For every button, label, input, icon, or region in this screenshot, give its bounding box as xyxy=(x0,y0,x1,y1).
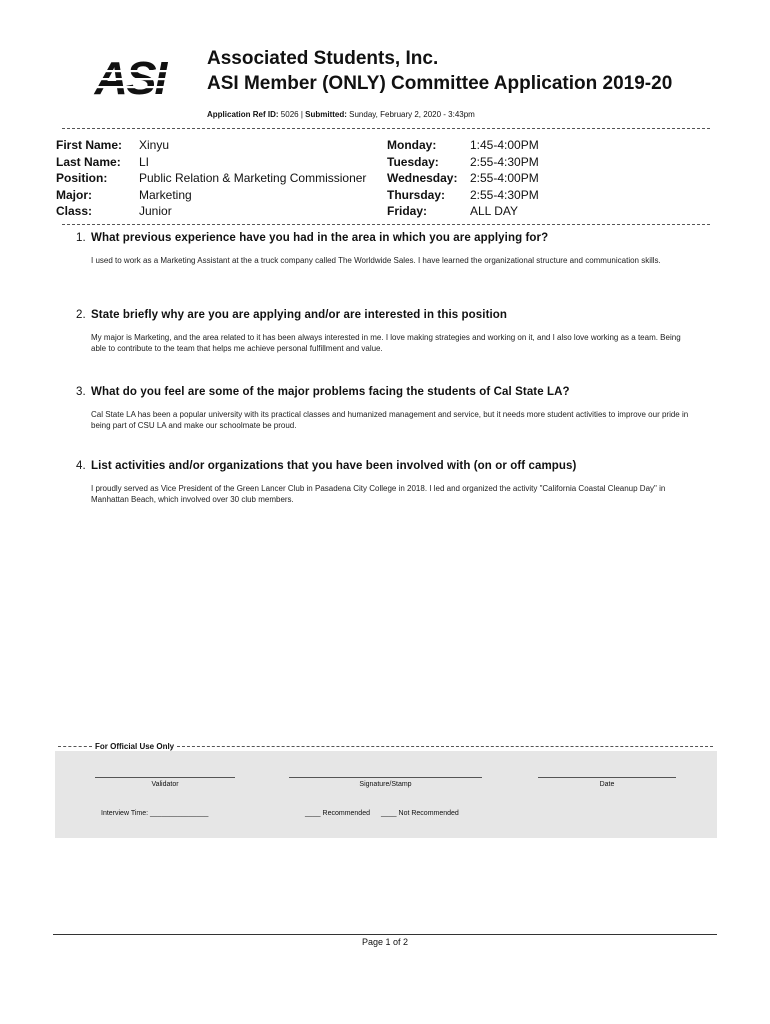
availability-times xyxy=(470,137,539,220)
submitted-label: Submitted: xyxy=(305,110,347,119)
org-name: Associated Students, Inc. xyxy=(207,48,439,69)
signature-label: Signature/Stamp xyxy=(359,781,412,788)
official-use-label: For Official Use Only xyxy=(95,741,175,751)
question-2-number: 2. xyxy=(76,309,86,321)
class-value: Junior xyxy=(139,204,172,218)
ref-id-label: Application Ref ID: xyxy=(207,110,279,119)
first-name-label: First Name: xyxy=(56,138,123,152)
footer-rule xyxy=(53,934,717,935)
question-1-answer: I used to work as a Marketing Assistant at the a truck company called The Worldwide Sales. I have learned the organizational structure and communication skills. xyxy=(91,256,661,265)
validator-label: Validator xyxy=(151,781,179,788)
validator-line xyxy=(95,777,235,778)
question-1-number: 1. xyxy=(76,232,86,244)
question-3-number: 3. xyxy=(76,386,86,398)
question-4-number: 4. xyxy=(76,460,86,472)
submitted-value: Sunday, February 2, 2020 - 3:43pm xyxy=(349,110,475,119)
signature-line xyxy=(289,777,482,778)
question-3-answer: Cal State LA has been a popular university with its practical classes and humanized management and service, but it needs more student activities to improve our pride in being part of CSU LA and make our schoolmate be proud. xyxy=(91,410,689,430)
monday-label: Monday: xyxy=(387,138,437,152)
date-label: Date xyxy=(599,781,615,788)
question-3-text: What do you feel are some of the major problems facing the students of Cal State LA? xyxy=(91,386,570,398)
asi-logo xyxy=(82,56,178,100)
position-label: Position: xyxy=(56,171,108,185)
not-recommended-option: ____ Not Recommended xyxy=(381,810,459,817)
class-label: Class: xyxy=(56,204,93,218)
first-name-value: Xinyu xyxy=(139,138,170,152)
applicant-values xyxy=(139,137,366,220)
question-4-title xyxy=(76,460,696,472)
wednesday-time: 2:55-4:00PM xyxy=(470,171,539,185)
question-block-4 xyxy=(76,460,696,505)
official-use-box xyxy=(55,751,717,838)
application-ref-line: Application Ref ID: 5026 | Submitted: Sunday, February 2, 2020 - 3:43pm xyxy=(207,110,475,119)
thursday-time: 2:55-4:30PM xyxy=(470,187,539,202)
recommended-option: ____ Recommended xyxy=(305,810,370,817)
question-3-title xyxy=(76,386,696,398)
question-block-1 xyxy=(76,232,696,266)
date-line xyxy=(538,777,676,778)
question-2-answer: My major is Marketing, and the area related to it has been always interested in me. I love making strategies and working on it, and I also love working as a team. Being able to contribute to the team that helps me achieve personal fulfillment and value. xyxy=(91,333,681,353)
question-4-answer: I proudly served as Vice President of the Green Lancer Club in Pasadena City College in 2018. I led and organized the activity "California Coastal Cleanup Day" in Manhattan Beach, which involved over 30 club members. xyxy=(91,484,666,504)
thursday-label: Thursday: xyxy=(387,187,446,202)
major-label: Major: xyxy=(56,187,92,202)
question-block-3 xyxy=(76,386,696,431)
divider-middle xyxy=(62,224,710,225)
friday-label: Friday: xyxy=(387,204,428,218)
last-name-label: Last Name: xyxy=(56,154,121,169)
question-2-text: State briefly why are you are applying and/or are interested in this position xyxy=(91,309,508,321)
monday-time: 1:45-4:00PM xyxy=(470,138,539,152)
question-1-title xyxy=(76,232,696,244)
friday-time: ALL DAY xyxy=(470,204,519,218)
divider-top xyxy=(62,128,710,129)
tuesday-label: Tuesday: xyxy=(387,154,439,169)
availability-days xyxy=(387,137,457,220)
interview-time: Interview Time: _______________ xyxy=(101,810,209,817)
question-4-text: List activities and/or organizations that you have been involved with (on or off campus) xyxy=(91,460,577,472)
form-title: ASI Member (ONLY) Committee Application 2019-20 xyxy=(207,73,673,94)
question-2-title xyxy=(76,309,696,321)
page-number: Page 1 of 2 xyxy=(361,937,409,947)
wednesday-label: Wednesday: xyxy=(387,171,458,185)
position-value: Public Relation & Marketing Commissioner xyxy=(139,171,367,185)
question-block-2 xyxy=(76,309,696,354)
ref-id-value: 5026 xyxy=(280,110,299,119)
last-name-value: LI xyxy=(139,154,150,169)
question-1-text: What previous experience have you had in the area in which you are applying for? xyxy=(91,232,549,244)
major-value: Marketing xyxy=(139,187,192,202)
applicant-labels xyxy=(56,137,122,220)
tuesday-time: 2:55-4:30PM xyxy=(470,154,539,169)
